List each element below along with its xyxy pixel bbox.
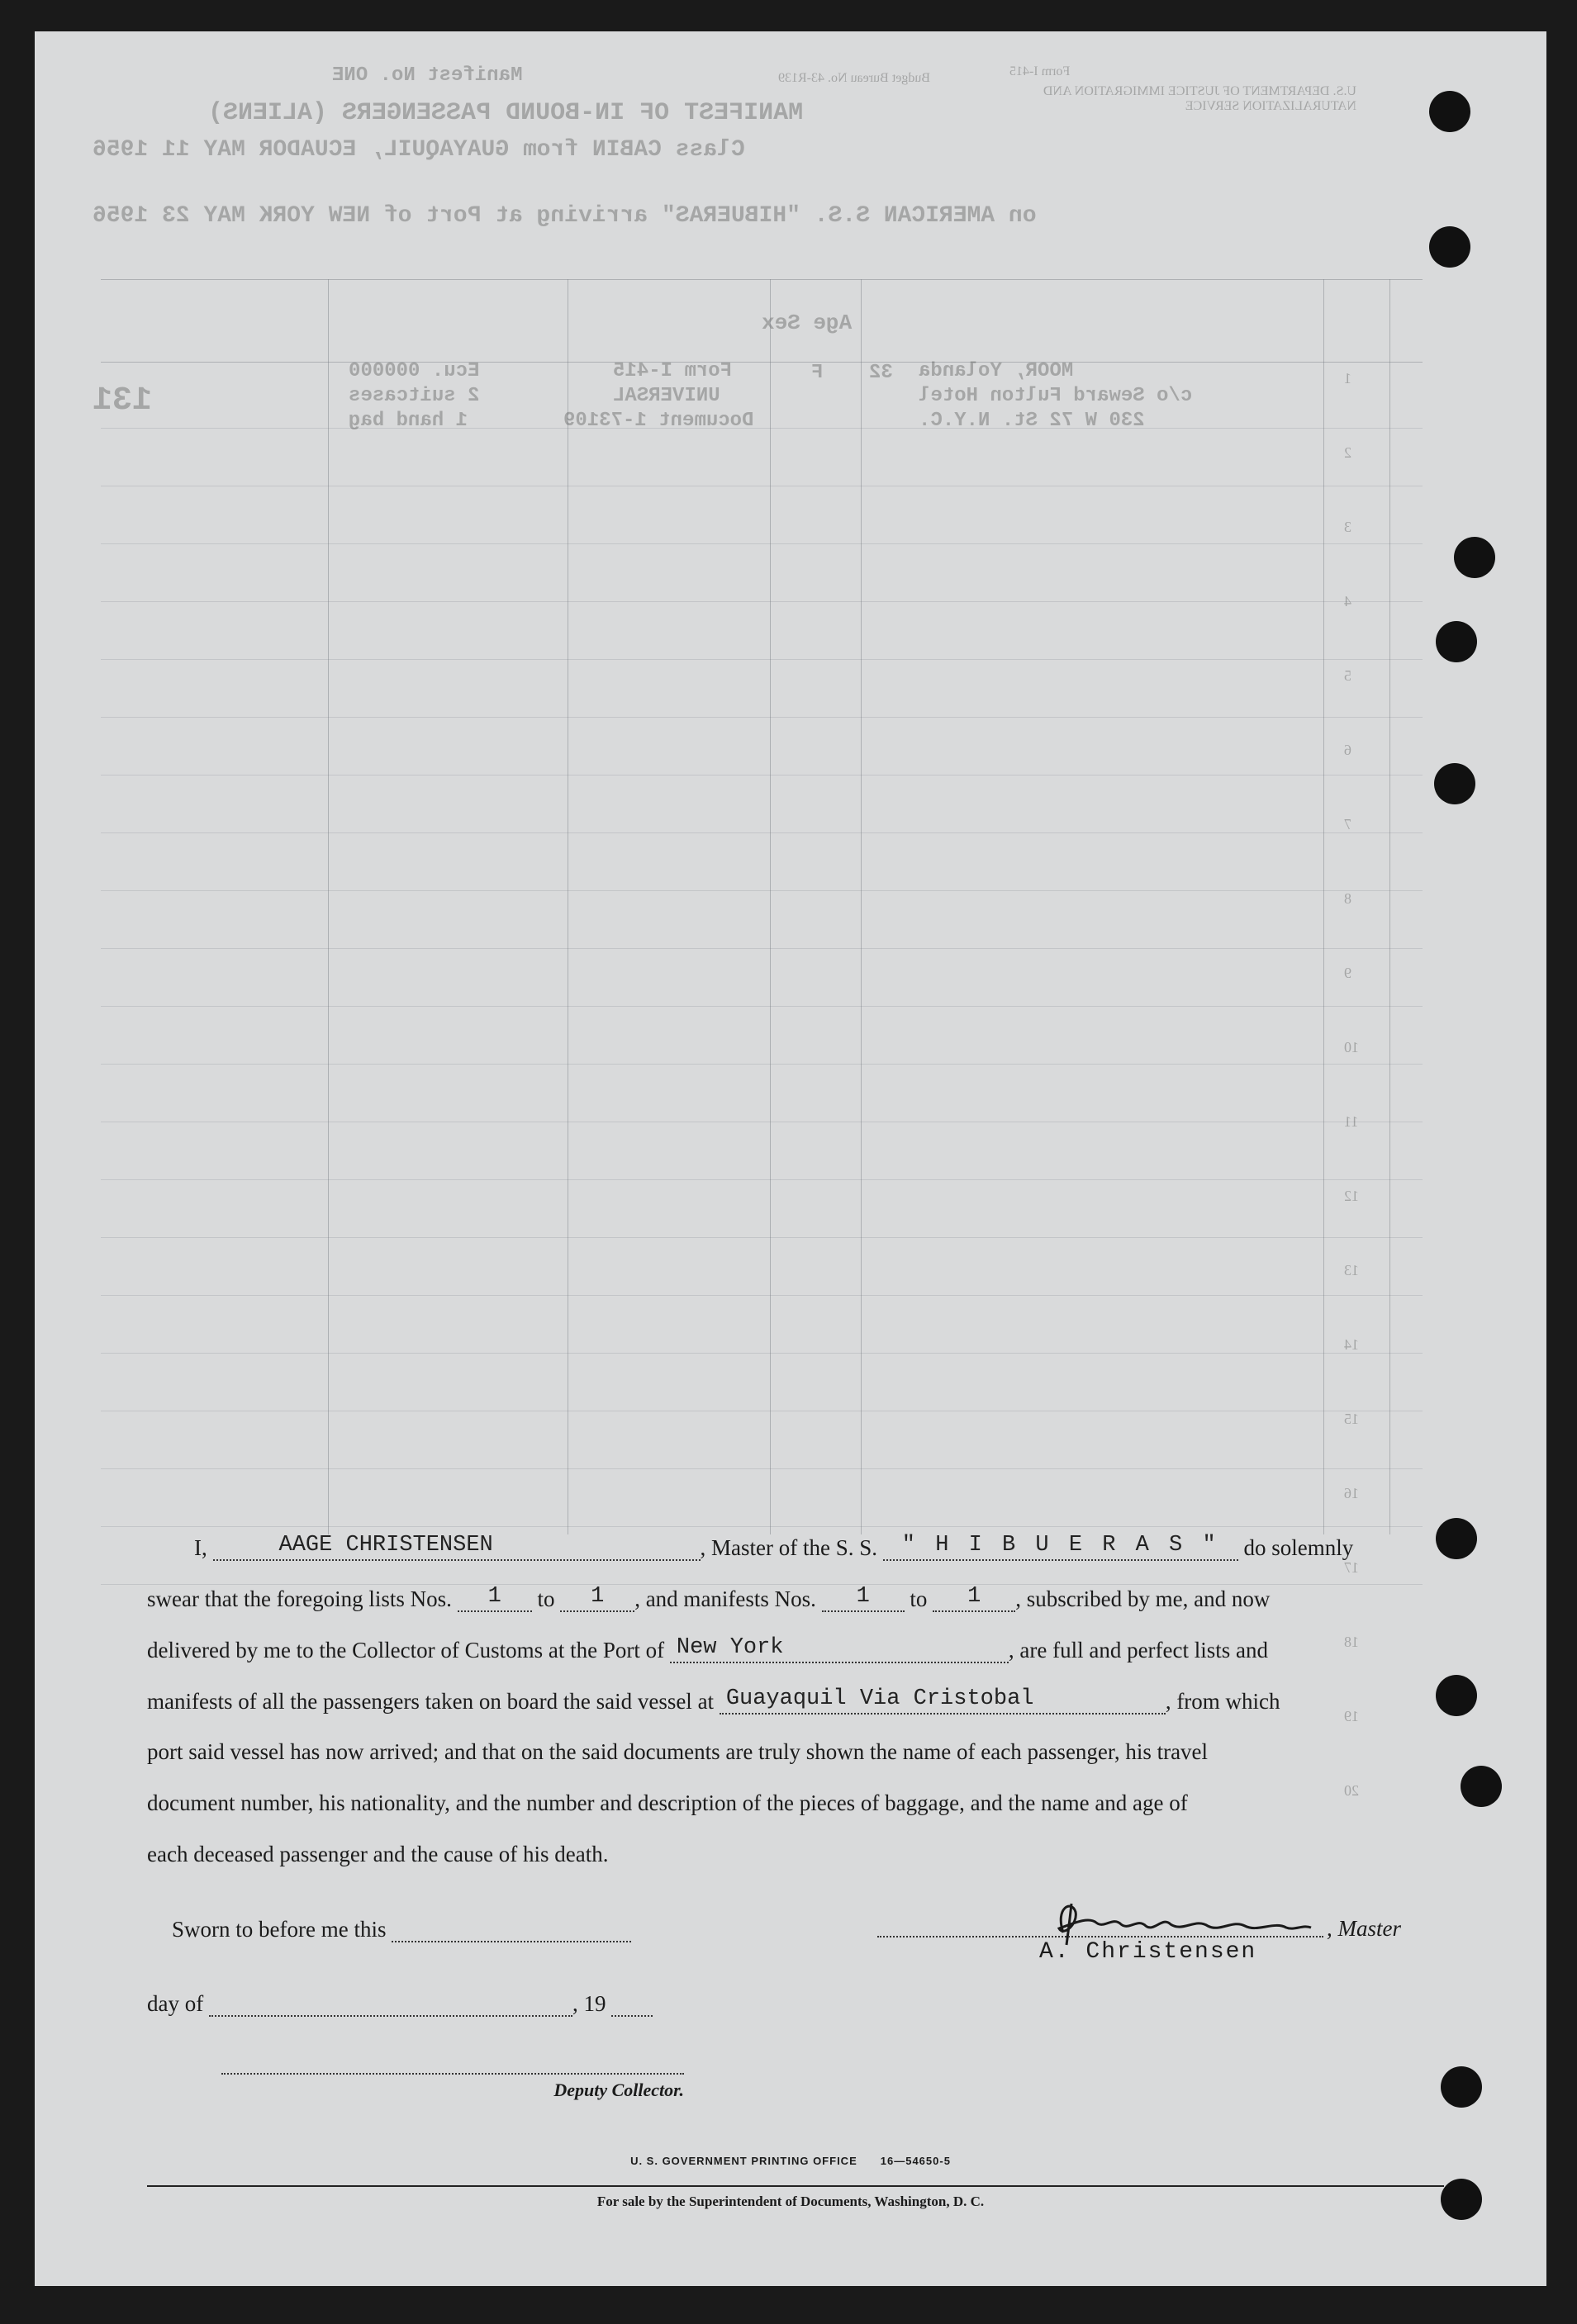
manifests-from-field xyxy=(822,1586,905,1612)
vessel-field xyxy=(883,1534,1238,1561)
manifests-to-field xyxy=(933,1586,1015,1612)
oath-lists-text: swear that the foregoing lists Nos. xyxy=(147,1586,452,1611)
ghost-grid-row xyxy=(101,428,1423,429)
ghost-columns: Age Sex xyxy=(762,311,853,335)
punch-hole xyxy=(1434,763,1475,804)
manifests-from: 1 xyxy=(856,1584,870,1609)
oath-to: to xyxy=(910,1586,928,1611)
ghost-row-number-label: 20 xyxy=(1344,1782,1359,1799)
ghost-row-number-label: 10 xyxy=(1344,1039,1359,1055)
ghost-row-number-label: 1 xyxy=(1344,370,1351,387)
ghost-grid-col xyxy=(328,279,329,1534)
deputy-collector-block xyxy=(221,2073,684,2101)
ghost-row-number-label: 14 xyxy=(1344,1336,1359,1353)
ghost-sex: F xyxy=(811,362,824,384)
oath-line-2 xyxy=(147,1586,1270,1612)
master-signature-block xyxy=(877,1900,1456,1966)
ghost-grid-row xyxy=(101,1006,1423,1007)
sale-notice: For sale by the Superintendent of Documents, Washington, D. C. xyxy=(596,2194,985,2209)
ghost-row-number-label: 8 xyxy=(1344,890,1351,907)
ghost-row-number-label: 17 xyxy=(1344,1559,1359,1576)
ghost-grid-row xyxy=(101,1468,1423,1469)
ghost-form-no: Form I-415 xyxy=(1009,64,1071,78)
ghost-age: 32 xyxy=(869,362,893,384)
ghost-grid-col xyxy=(770,279,771,1534)
lists-from: 1 xyxy=(487,1584,501,1609)
master-name: AAGE CHRISTENSEN xyxy=(278,1533,493,1558)
ghost-name-line: MOOR, Yolanda xyxy=(919,360,1074,382)
departure-port: Guayaquil Via Cristobal xyxy=(725,1686,1034,1711)
ghost-row-number-label: 4 xyxy=(1344,593,1351,609)
deputy-collector-label: Deputy Collector. xyxy=(553,2080,684,2100)
ghost-grid-row xyxy=(101,717,1423,718)
ghost-grid-row xyxy=(101,1526,1423,1527)
ghost-row-number-label: 11 xyxy=(1344,1113,1359,1130)
day-of-line xyxy=(147,1990,653,2017)
ghost-grid-col xyxy=(861,279,862,1534)
ghost-grid-row xyxy=(101,1353,1423,1354)
year-field xyxy=(611,1990,653,2017)
ghost-budget: Budget Bureau No. 43-R139 xyxy=(778,71,930,85)
ghost-name-line: c/o Seward Fulton Hotel xyxy=(919,385,1193,407)
ghost-grid-header-bottom xyxy=(101,362,1423,363)
oath-line-3 xyxy=(147,1637,1268,1663)
ghost-grid-col xyxy=(1389,279,1390,1534)
ghost-document-line: UNIVERSAL xyxy=(613,385,720,407)
day-of-label: day of xyxy=(147,1991,204,2016)
ghost-row-number-label: 2 xyxy=(1344,444,1351,461)
ghost-baggage-line: 1 hand bag xyxy=(349,410,468,432)
vessel-name: " H I B U E R A S " xyxy=(901,1533,1219,1558)
oath-from-which-text: , from which xyxy=(1165,1689,1280,1714)
manifest-sheet xyxy=(35,31,1546,2286)
ghost-row-number-label: 9 xyxy=(1344,965,1351,981)
master-label: , Master xyxy=(1327,1916,1401,1941)
printing-office-note xyxy=(35,2154,1546,2169)
punch-hole xyxy=(1461,1766,1502,1807)
ghost-row-number-label: 15 xyxy=(1344,1411,1359,1427)
lists-to: 1 xyxy=(591,1584,605,1609)
deputy-collector-line xyxy=(221,2073,684,2075)
sworn-label: Sworn to before me this xyxy=(172,1917,387,1942)
ghost-grid-row xyxy=(101,1179,1423,1180)
oath-manifests-taken-text: manifests of all the passengers taken on board the said vessel at xyxy=(147,1689,715,1714)
ghost-grid-row xyxy=(101,1064,1423,1065)
oath-full-lists-text: , are full and perfect lists and xyxy=(1008,1638,1269,1662)
punch-hole xyxy=(1454,537,1495,578)
ghost-grid-row xyxy=(101,1295,1423,1296)
manifests-to: 1 xyxy=(967,1584,981,1609)
ghost-grid-row xyxy=(101,832,1423,833)
punch-hole xyxy=(1436,1675,1477,1716)
ghost-class-line: Class CABIN from GUAYAQUIL, ECUADOR MAY 11 1956 xyxy=(93,137,745,163)
oath-to: to xyxy=(537,1586,555,1611)
oath-line-1 xyxy=(194,1534,1353,1561)
form-code: 16—54650-5 xyxy=(880,2155,951,2167)
oath-line-6: document number, his nationality, and the number and description of the pieces of baggage, and the name and age of xyxy=(147,1790,1188,1815)
footer-rule xyxy=(147,2185,1444,2187)
lists-from-field xyxy=(458,1586,532,1612)
ghost-grid-top xyxy=(101,279,1423,280)
ghost-grid-row xyxy=(101,890,1423,891)
ghost-document-line: Form I-415 xyxy=(613,360,733,382)
oath-master-of: , Master of the S. S. xyxy=(700,1535,877,1560)
ghost-baggage-line: 2 suitcases xyxy=(349,385,480,407)
ghost-row-number-label: 3 xyxy=(1344,519,1351,535)
oath-delivered-text: delivered by me to the Collector of Customs at the Port of xyxy=(147,1638,665,1662)
ghost-grid-row xyxy=(101,659,1423,660)
departure-field xyxy=(720,1688,1166,1715)
punch-hole xyxy=(1441,2179,1482,2220)
ghost-grid-row xyxy=(101,948,1423,949)
punch-hole xyxy=(1441,2066,1482,2108)
ghost-grid-row xyxy=(101,1237,1423,1238)
ghost-arriving-line: on AMERICAN S.S. "HIBUERAS" arriving at Port of NEW YORK MAY 23 1956 xyxy=(93,203,1037,229)
oath-manifests-text: , and manifests Nos. xyxy=(634,1586,816,1611)
oath-line-5: port said vessel has now arrived; and that on the said documents are truly shown the name of each passenger, his travel xyxy=(147,1739,1209,1764)
port-field xyxy=(670,1637,1009,1663)
ghost-row-number-label: 6 xyxy=(1344,742,1351,758)
ghost-row-number-label: 19 xyxy=(1344,1708,1359,1724)
punch-hole xyxy=(1436,1518,1477,1559)
year-prefix: , 19 xyxy=(572,1991,606,2016)
sworn-line xyxy=(172,1916,631,1942)
sworn-date-field xyxy=(392,1916,631,1942)
ghost-row-number-label: 5 xyxy=(1344,667,1351,684)
ghost-row-number-label: 16 xyxy=(1344,1485,1359,1501)
master-name-field xyxy=(213,1534,701,1561)
oath-line-4 xyxy=(147,1688,1280,1715)
ghost-department: U.S. DEPARTMENT OF JUSTICE IMMIGRATION AND NATURALIZATION SERVICE xyxy=(1043,84,1356,113)
oath-line-7: each deceased passenger and the cause of his death. xyxy=(147,1842,609,1866)
oath-solemnly: do solemnly xyxy=(1243,1535,1354,1560)
ghost-grid-row xyxy=(101,601,1423,602)
ghost-baggage-line: Ecu. 000000 xyxy=(349,360,480,382)
ghost-grid-row xyxy=(101,543,1423,544)
day-of-field xyxy=(209,1990,572,2017)
ghost-row-number-label: 13 xyxy=(1344,1262,1359,1278)
port-name: New York xyxy=(676,1635,784,1660)
ghost-row-number-label: 7 xyxy=(1344,816,1351,832)
ghost-row-number: 131 xyxy=(93,382,153,420)
ghost-grid-col xyxy=(1323,279,1324,1534)
master-signature-line xyxy=(877,1936,1323,1937)
oath-pronoun: I, xyxy=(194,1535,207,1560)
ghost-manifest-no: Manifest No. ONE xyxy=(332,64,523,87)
ghost-document-line: Document 1-73109 xyxy=(563,410,754,432)
ghost-grid-row xyxy=(101,1584,1423,1585)
oath-subscribed-text: , subscribed by me, and now xyxy=(1015,1586,1271,1611)
punch-hole xyxy=(1429,226,1470,268)
ghost-name-line: 230 W 72 St. N.Y.C. xyxy=(919,410,1145,432)
punch-hole xyxy=(1429,91,1470,132)
ghost-row-number-label: 12 xyxy=(1344,1188,1359,1204)
ghost-row-number-label: 18 xyxy=(1344,1634,1359,1650)
lists-to-field xyxy=(560,1586,634,1612)
typed-signature: A. Christensen xyxy=(1039,1939,1257,1965)
punch-hole xyxy=(1436,621,1477,662)
printing-office: U. S. GOVERNMENT PRINTING OFFICE xyxy=(630,2155,857,2167)
ghost-title: MANIFEST OF IN-BOUND PASSENGERS (ALIENS) xyxy=(208,99,804,127)
